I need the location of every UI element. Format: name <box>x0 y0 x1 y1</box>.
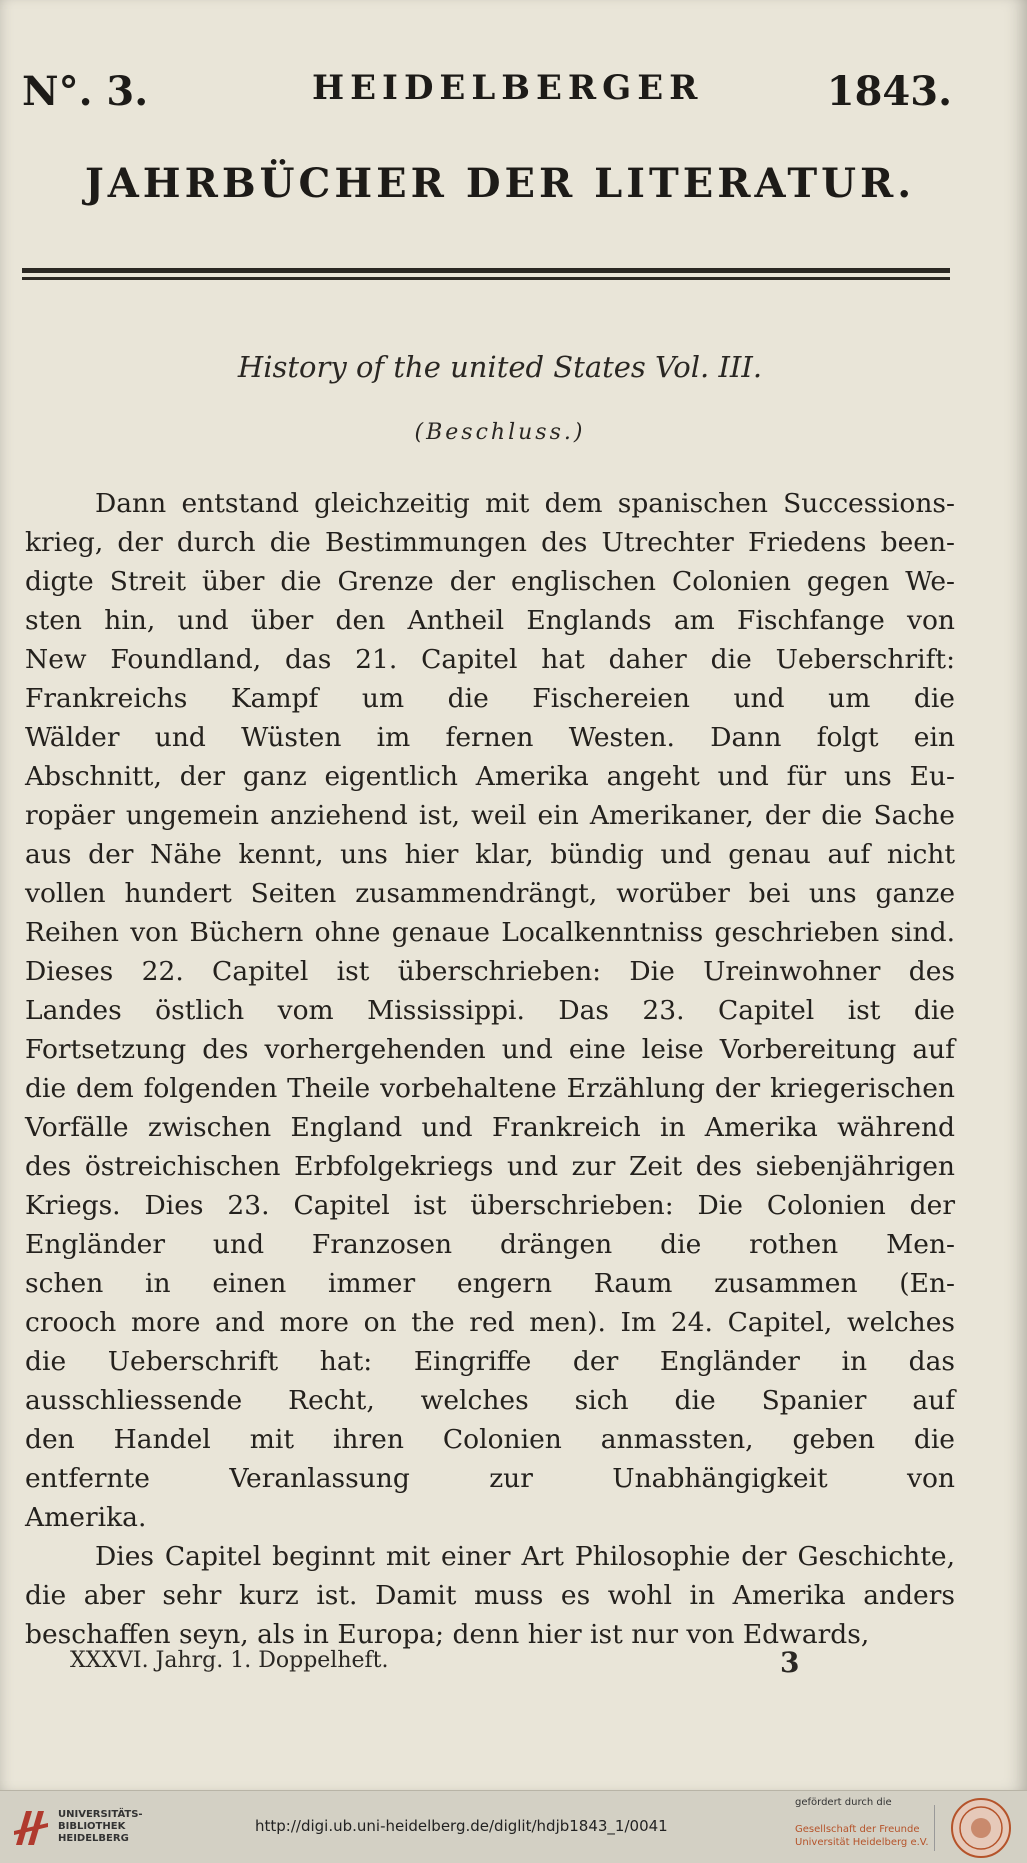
text-line: sten hin, und über den Antheil Englands am Fischfange von <box>25 605 955 636</box>
text-line: beschaffen seyn, als in Europa; denn hier ist nur von Edwards, <box>25 1619 870 1650</box>
article-body <box>25 484 955 1654</box>
funded-by-label: gefördert durch die <box>795 1797 892 1808</box>
text-line: Dies Capitel beginnt mit einer Art Philosophie der Geschichte, <box>95 1541 955 1572</box>
article-title: History of the united States Vol. III. <box>237 350 763 384</box>
journal-title: JAHRBÜCHER DER LITERATUR. <box>84 160 916 207</box>
page-header <box>22 68 952 118</box>
text-line: den Handel mit ihren Colonien anmassten, geben die <box>25 1424 955 1455</box>
article-subtitle: (Beschluss.) <box>414 420 586 445</box>
text-line: ropäer ungemein anziehend ist, weil ein Amerikaner, der die Sache <box>25 800 955 831</box>
text-line: crooch more and more on the red men). Im 24. Capitel, welches <box>25 1307 955 1338</box>
text-line: Fortsetzung des vorhergehenden und eine leise Vorbereitung auf <box>25 1034 955 1065</box>
text-line: vollen hundert Seiten zusammendrängt, worüber bei uns ganze <box>25 878 955 909</box>
header-rule <box>22 268 950 282</box>
text-line: Engländer und Franzosen drängen die rothen Men- <box>25 1229 955 1260</box>
issue-year: 1843. <box>826 68 952 115</box>
text-line: Dann entstand gleichzeitig mit dem spanischen Successions- <box>95 488 955 519</box>
library-name: UNIVERSITÄTS- BIBLIOTHEK HEIDELBERG <box>58 1809 143 1844</box>
library-logo-icon <box>12 1805 50 1849</box>
text-line: des östreichischen Erbfolgekriegs und zur Zeit des siebenjährigen <box>25 1151 955 1182</box>
society-name: Gesellschaft der Freunde Universität Heidelberg e.V. <box>795 1824 929 1848</box>
text-line: die dem folgenden Theile vorbehaltene Erzählung der kriegerischen <box>25 1073 955 1104</box>
text-line: Vorfälle zwischen England und Frankreich in Amerika während <box>25 1112 955 1143</box>
text-line: Wälder und Wüsten im fernen Westen. Dann folgt ein <box>25 722 955 753</box>
text-line: Frankreichs Kampf um die Fischereien und um die <box>25 683 955 714</box>
signature-mark: XXXVI. Jahrg. 1. Doppelheft. <box>70 1648 389 1673</box>
text-line: ausschliessende Recht, welches sich die Spanier auf <box>25 1385 955 1416</box>
text-line: aus der Nähe kennt, uns hier klar, bündig und genau auf nicht <box>25 839 955 870</box>
text-line: Dieses 22. Capitel ist überschrieben: Die Ureinwohner des <box>25 956 955 987</box>
university-seal-icon <box>950 1797 1012 1859</box>
permalink-url[interactable]: http://digi.ub.uni-heidelberg.de/diglit/hdjb1843_1/0041 <box>255 1817 668 1835</box>
text-line: Landes östlich vom Mississippi. Das 23. Capitel ist die <box>25 995 955 1026</box>
text-line: Abschnitt, der ganz eigentlich Amerika angeht und für uns Eu- <box>25 761 955 792</box>
text-line: die aber sehr kurz ist. Damit muss es wohl in Amerika anders <box>25 1580 955 1611</box>
page-number: 3 <box>780 1646 800 1679</box>
viewer-footer-bar <box>0 1790 1027 1863</box>
text-line: New Foundland, das 21. Capitel hat daher die Ueberschrift: <box>25 644 955 675</box>
text-line: krieg, der durch die Bestimmungen des Utrechter Friedens been- <box>25 527 955 558</box>
text-line: die Ueberschrift hat: Eingriffe der Engländer in das <box>25 1346 955 1377</box>
text-line: entfernte Veranlassung zur Unabhängigkeit von <box>25 1463 955 1494</box>
text-line: digte Streit über die Grenze der englischen Colonien gegen We- <box>25 566 955 597</box>
journal-city: HEIDELBERGER <box>312 68 704 108</box>
text-line: Reihen von Büchern ohne genaue Localkenntniss geschrieben sind. <box>25 917 955 948</box>
text-line: schen in einen immer engern Raum zusammen (En- <box>25 1268 955 1299</box>
issue-number: N°. 3. <box>22 68 149 115</box>
text-line: Amerika. <box>25 1502 147 1533</box>
text-line: Kriegs. Dies 23. Capitel ist überschrieben: Die Colonien der <box>25 1190 955 1221</box>
